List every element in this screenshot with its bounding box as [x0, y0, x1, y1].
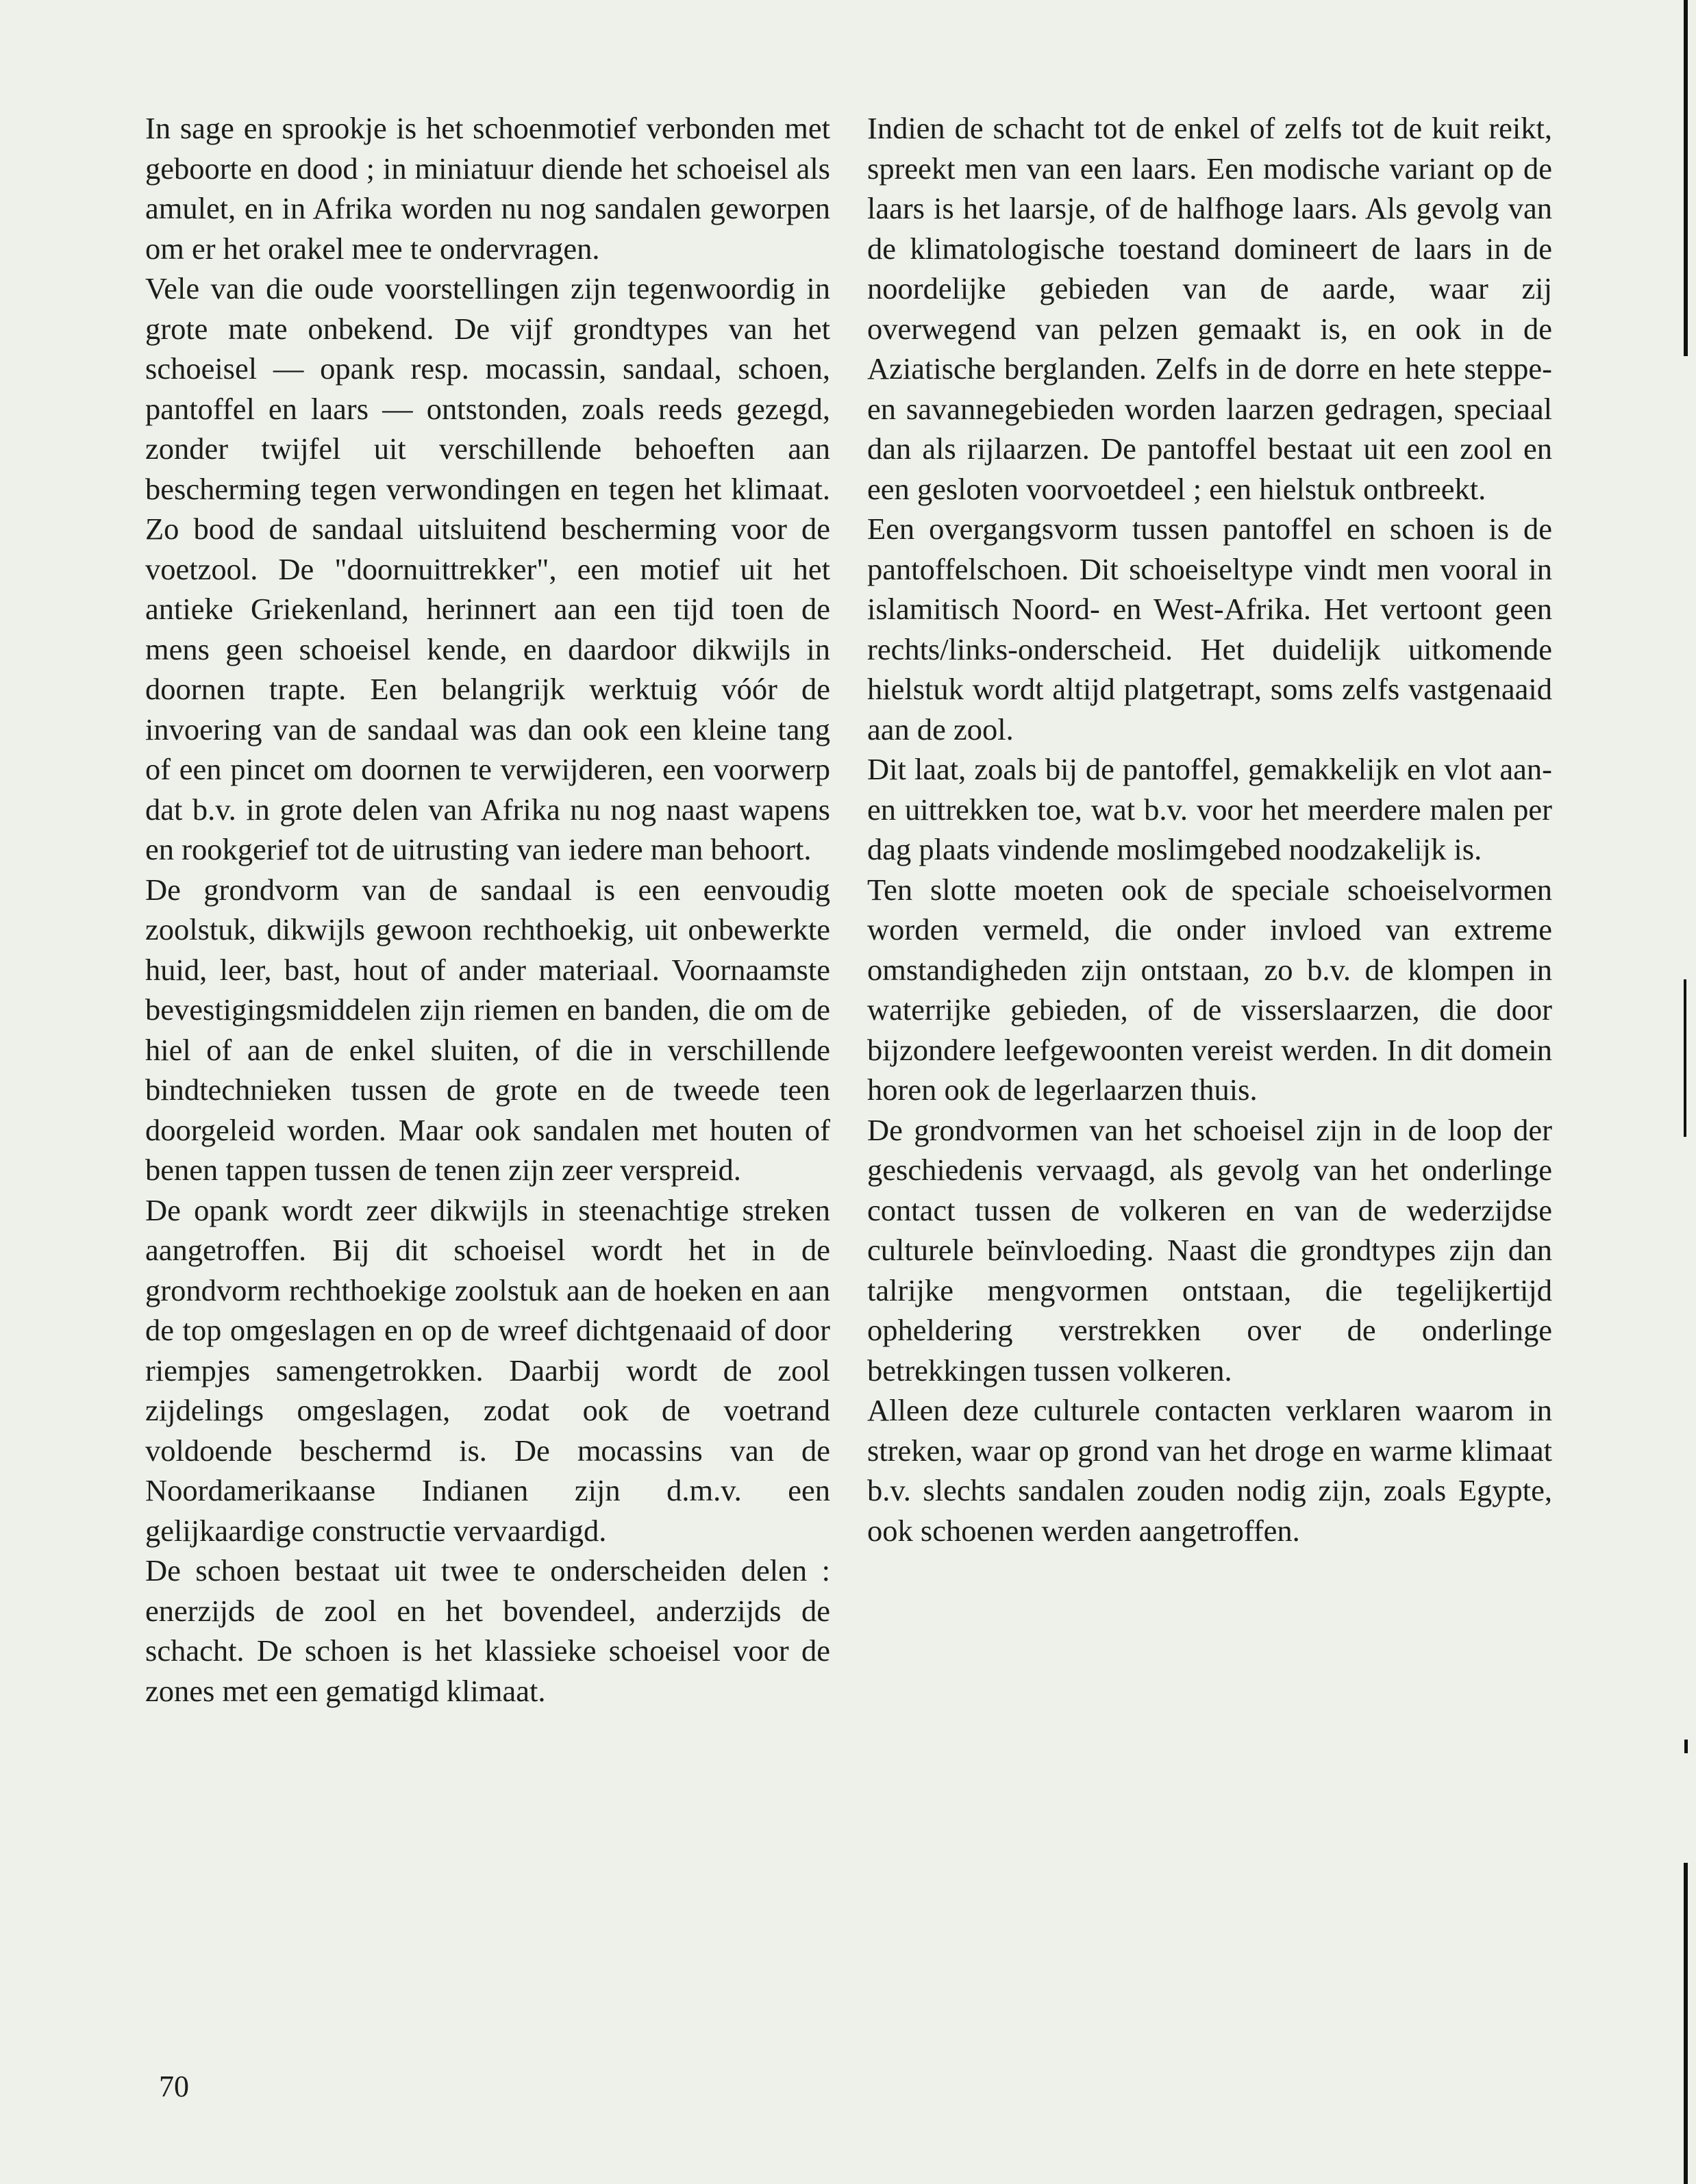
paragraph: In sage en sprookje is het schoenmotief verbonden met geboorte en dood ; in miniatuur diende het schoeisel als amulet, en in Afrika worden nu nog sandalen geworpen om er het orakel mee te ondervragen. [145, 111, 830, 266]
paragraph: Ten slotte moeten ook de speciale schoeiselvormen worden vermeld, die onder invloed van extreme omstandigheden zijn ontstaan, zo b.v. de klompen in waterrijke gebieden, of de visserslaarzen, die door bijzondere leefgewoonten vereist werden. In dit domein horen ook de legerlaarzen thuis. [867, 872, 1552, 1107]
right-text-column [867, 108, 1552, 1551]
paragraph: Indien de schacht tot de enkel of zelfs tot de kuit reikt, spreekt men van een laars. Een modische variant op de laars is het laarsje, of de halfhoge laars. Als gevolg van de klimatologische toestand domineert de laars in de noordelijke gebieden van de aarde, waar zij overwegend van pelzen gemaakt is, en ook in de Aziatische berglanden. Zelfs in de dorre en hete steppe- en savannegebieden worden laarzen gedragen, speciaal dan als rijlaarzen. De pantoffel bestaat uit een zool en een gesloten voorvoetdeel ; een hielstuk ontbreekt. [867, 111, 1552, 506]
paragraph: De opank wordt zeer dikwijls in steenachtige streken aangetroffen. Bij dit schoeisel wordt het in de grondvorm rechthoekige zoolstuk aan de hoeken en aan de top omgeslagen en op de wreef dichtgenaaid of door riempjes samengetrokken. Daarbij wordt de zool zijdelings omgeslagen, zodat ook de voetrand voldoende beschermd is. De mocassins van de Noordamerikaanse Indianen zijn d.m.v. een gelijkaardige constructie vervaardigd. [145, 1192, 830, 1548]
paragraph: Vele van die oude voorstellingen zijn tegenwoordig in grote mate onbekend. De vijf grondtypes van het schoeisel — opank resp. mocassin, sandaal, schoen, pantoffel en laars — ontstonden, zoals reeds gezegd, zonder twijfel uit verschillende behoeften aan bescherming tegen verwondingen en tegen het klimaat. Zo bood de sandaal uitsluitend bescherming voor de voetzool. De "doornuittrekker", een motief uit het antieke Griekenland, herinnert aan een tijd toen de mens geen schoeisel kende, en daardoor dikwijls in doornen trapte. Een belangrijk werktuig vóór de invoering van de sandaal was dan ook een kleine tang of een pincet om doornen te verwijderen, een voorwerp dat b.v. in grote delen van Afrika nu nog naast wapens en rookgerief tot de uitrusting van iedere man behoort. [145, 271, 830, 866]
paragraph: De grondvorm van de sandaal is een eenvoudig zoolstuk, dikwijls gewoon rechthoekig, uit onbewerkte huid, leer, bast, hout of ander materiaal. Voornaamste bevestigingsmiddelen zijn riemen en banden, die om de hiel of aan de enkel sluiten, of die in verschillende bindtechnieken tussen de grote en de tweede teen doorgeleid worden. Maar ook sandalen met houten of benen tappen tussen de tenen zijn zeer verspreid. [145, 872, 830, 1187]
scan-edge-mark [1684, 979, 1686, 1137]
paragraph: De schoen bestaat uit twee te onderscheiden delen : enerzijds de zool en het bovendeel, anderzijds de schacht. De schoen is het klassieke schoeisel voor de zones met een gematigd klimaat. [145, 1553, 830, 1708]
left-text-column [145, 108, 830, 1711]
scan-edge-mark [1684, 0, 1688, 356]
scan-edge-mark [1684, 1740, 1688, 1753]
paragraph: Dit laat, zoals bij de pantoffel, gemakkelijk en vlot aan- en uittrekken toe, wat b.v. voor het meerdere malen per dag plaats vindende moslimgebed noodzakelijk is. [867, 752, 1552, 866]
paragraph: Een overgangsvorm tussen pantoffel en schoen is de pantoffelschoen. Dit schoeiseltype vindt men vooral in islamitisch Noord- en West-Afrika. Het vertoont geen rechts/links-onderscheid. Het duidelijk uitkomende hielstuk wordt altijd platgetrapt, soms zelfs vastgenaaid aan de zool. [867, 512, 1552, 746]
scan-edge-mark [1684, 1863, 1688, 2184]
page-number: 70 [159, 2070, 189, 2103]
paragraph: De grondvormen van het schoeisel zijn in de loop der geschiedenis vervaagd, als gevolg van het onderlinge contact tussen de volkeren en van de wederzijdse culturele beïnvloeding. Naast die grondtypes zijn dan talrijke mengvormen ontstaan, die tegelijkertijd opheldering verstrekken over de onderlinge betrekkingen tussen volkeren. [867, 1112, 1552, 1388]
paragraph: Alleen deze culturele contacten verklaren waarom in streken, waar op grond van het droge en warme klimaat b.v. slechts sandalen zouden nodig zijn, zoals Egypte, ook schoenen werden aangetroffen. [867, 1393, 1552, 1548]
